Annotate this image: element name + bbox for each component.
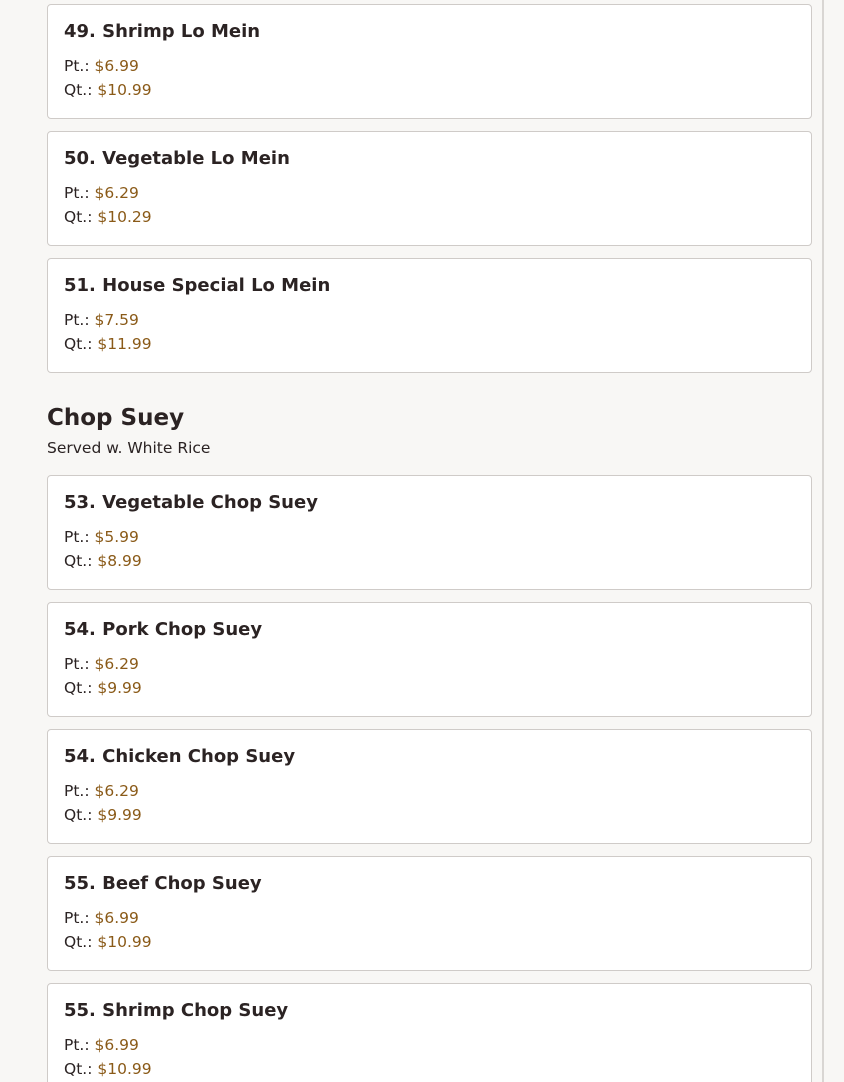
menu-item-prices — [64, 308, 795, 356]
pint-price: $6.99 — [94, 909, 139, 927]
menu-item-card[interactable] — [47, 4, 812, 119]
pint-price: $6.99 — [94, 57, 139, 75]
pint-price-line — [64, 54, 795, 78]
pint-label: Pt.: — [64, 57, 90, 75]
pint-label: Pt.: — [64, 1036, 90, 1054]
menu-item-prices — [64, 1033, 795, 1081]
menu-item-card[interactable] — [47, 131, 812, 246]
quart-label: Qt.: — [64, 335, 93, 353]
quart-price-line — [64, 1057, 795, 1081]
quart-label: Qt.: — [64, 208, 93, 226]
pint-label: Pt.: — [64, 909, 90, 927]
pint-label: Pt.: — [64, 311, 90, 329]
quart-label: Qt.: — [64, 1060, 93, 1078]
menu-item-title: 49. Shrimp Lo Mein — [64, 21, 261, 42]
pint-price: $6.29 — [94, 184, 139, 202]
quart-label: Qt.: — [64, 81, 93, 99]
quart-price-line — [64, 332, 795, 356]
pint-price-line — [64, 906, 795, 930]
menu-item-card[interactable] — [47, 983, 812, 1082]
menu-item-title: 54. Pork Chop Suey — [64, 619, 263, 640]
quart-price-line — [64, 549, 795, 573]
quart-price: $10.99 — [97, 1060, 152, 1078]
pint-price: $6.29 — [94, 655, 139, 673]
menu-item-card[interactable] — [47, 602, 812, 717]
menu-item-title: 55. Beef Chop Suey — [64, 873, 262, 894]
quart-price: $8.99 — [97, 552, 142, 570]
quart-price-line — [64, 78, 795, 102]
quart-label: Qt.: — [64, 806, 93, 824]
quart-price: $9.99 — [97, 679, 142, 697]
menu-content — [47, 4, 812, 1082]
quart-price-line — [64, 803, 795, 827]
menu-item-title: 51. House Special Lo Mein — [64, 275, 331, 296]
menu-item-card[interactable] — [47, 258, 812, 373]
scroll-track-divider — [822, 0, 824, 1082]
menu-item-title: 55. Shrimp Chop Suey — [64, 1000, 289, 1021]
quart-label: Qt.: — [64, 679, 93, 697]
menu-item-prices — [64, 181, 795, 229]
quart-price: $10.99 — [97, 933, 152, 951]
menu-item-card[interactable] — [47, 475, 812, 590]
pint-price: $6.29 — [94, 782, 139, 800]
menu-item-title: 50. Vegetable Lo Mein — [64, 148, 290, 169]
pint-price: $7.59 — [94, 311, 139, 329]
quart-price-line — [64, 676, 795, 700]
menu-item-prices — [64, 54, 795, 102]
pint-price: $6.99 — [94, 1036, 139, 1054]
quart-price: $9.99 — [97, 806, 142, 824]
menu-item-card[interactable] — [47, 856, 812, 971]
pint-price-line — [64, 308, 795, 332]
menu-item-title: 53. Vegetable Chop Suey — [64, 492, 318, 513]
section-title: Chop Suey — [47, 405, 185, 431]
menu-item-title: 54. Chicken Chop Suey — [64, 746, 296, 767]
menu-item-prices — [64, 525, 795, 573]
quart-price: $10.99 — [97, 81, 152, 99]
pint-label: Pt.: — [64, 184, 90, 202]
pint-price-line — [64, 1033, 795, 1057]
quart-label: Qt.: — [64, 552, 93, 570]
section-chop-suey — [47, 403, 812, 1082]
pint-label: Pt.: — [64, 528, 90, 546]
pint-label: Pt.: — [64, 782, 90, 800]
menu-item-prices — [64, 652, 795, 700]
pint-price-line — [64, 525, 795, 549]
pint-price-line — [64, 652, 795, 676]
pint-price-line — [64, 181, 795, 205]
quart-price: $10.29 — [97, 208, 152, 226]
quart-price: $11.99 — [97, 335, 152, 353]
menu-item-prices — [64, 779, 795, 827]
pint-label: Pt.: — [64, 655, 90, 673]
pint-price-line — [64, 779, 795, 803]
section-description: Served w. White Rice — [47, 439, 211, 457]
quart-price-line — [64, 930, 795, 954]
menu-item-prices — [64, 906, 795, 954]
pint-price: $5.99 — [94, 528, 139, 546]
quart-label: Qt.: — [64, 933, 93, 951]
quart-price-line — [64, 205, 795, 229]
menu-item-card[interactable] — [47, 729, 812, 844]
